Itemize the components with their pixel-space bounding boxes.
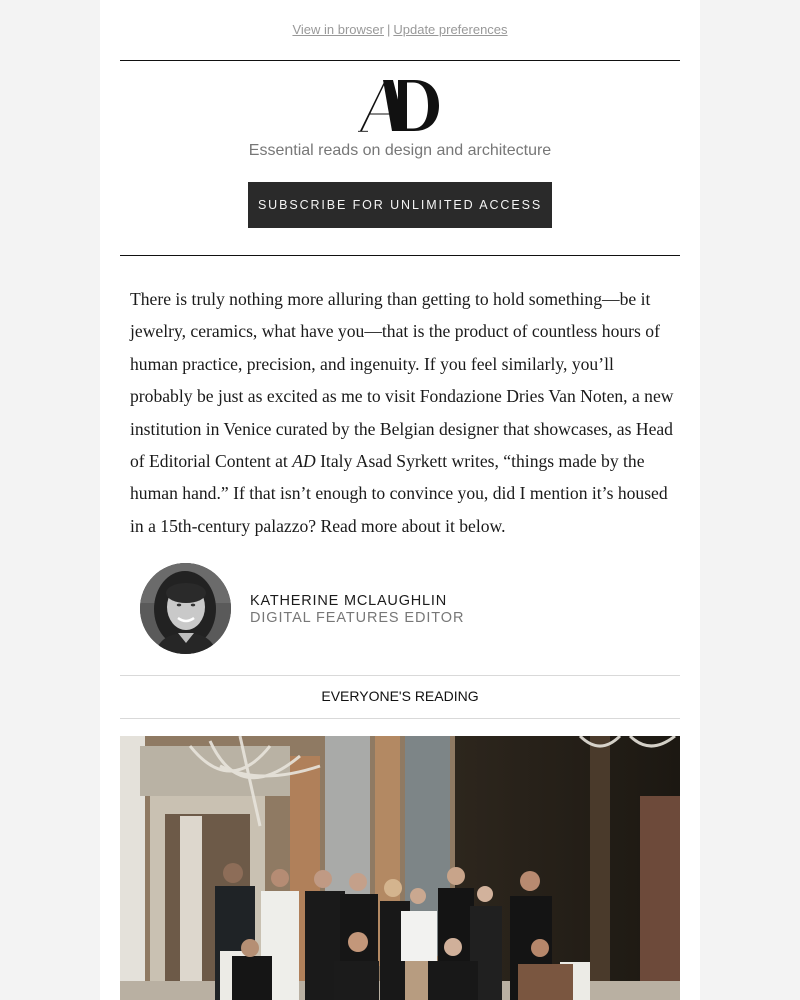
preheader-separator: |: [386, 22, 391, 37]
group-photo-icon: [120, 736, 680, 1000]
section-divider-top: [120, 675, 680, 676]
author-meta: [250, 593, 464, 627]
header-divider-top: [120, 60, 680, 61]
preheader: [100, 22, 700, 37]
author-name: KATHERINE MCLAUGHLIN: [250, 593, 448, 609]
section-heading: EVERYONE'S READING: [321, 688, 479, 704]
intro-paragraph: [130, 283, 675, 542]
section-divider-bottom: [120, 718, 680, 719]
intro-italic-ad: AD: [292, 451, 316, 472]
portrait-image-icon: [140, 563, 231, 654]
ad-logo-icon: [358, 76, 442, 134]
ad-logo[interactable]: [100, 76, 700, 134]
view-in-browser-link[interactable]: View in browser: [292, 22, 384, 37]
subscribe-button[interactable]: SUBSCRIBE FOR UNLIMITED ACCESS: [248, 182, 552, 228]
header-divider-bottom: [120, 255, 680, 256]
hero-image[interactable]: [120, 736, 680, 1000]
email-container: [100, 0, 700, 1000]
intro-text-part2: Italy Asad Syrkett writes, “things made by the human hand.” If that isn’t enough to convince you, did I mention it’s housed in a 15th-century palazzo? Read more about it below.: [130, 451, 668, 536]
intro-text-part1: There is truly nothing more alluring than getting to hold something—be it jewelry, ceramics, what have you—that is the product of countless hours of human practice, precision, and ingenuity. If you feel similarly, you’ll probably be just as excited as me to visit Fondazione Dries Van Noten, a new institution in Venice curated by the Belgian designer that showcases, as Head of Editorial Content at: [130, 289, 674, 472]
tagline: Essential reads on design and architecture: [248, 142, 552, 159]
author-byline: [140, 562, 660, 654]
update-preferences-link[interactable]: Update preferences: [393, 22, 508, 37]
author-title: DIGITAL FEATURES EDITOR: [250, 610, 465, 626]
author-avatar: [140, 563, 231, 654]
